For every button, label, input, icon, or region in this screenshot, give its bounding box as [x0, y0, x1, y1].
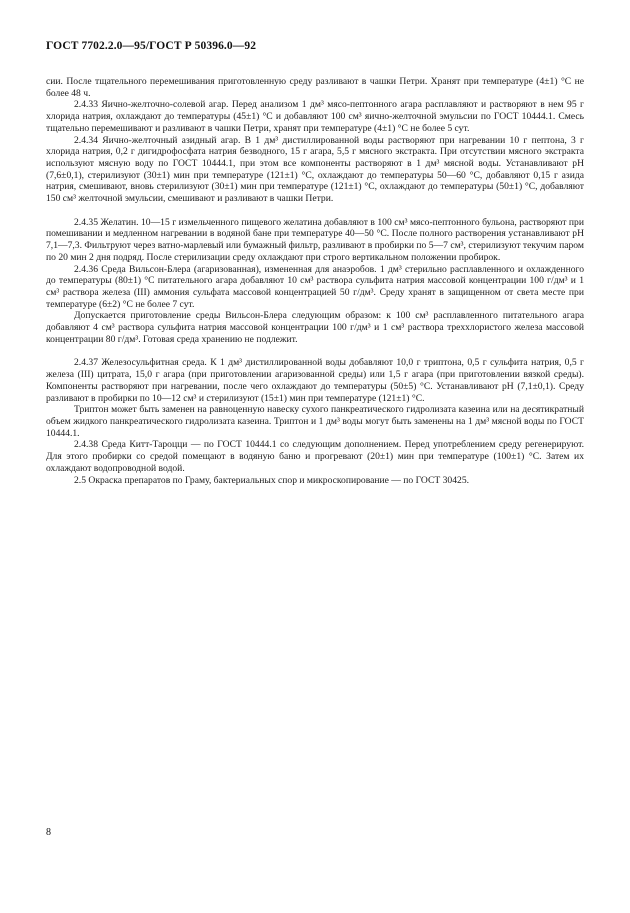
document-body	[46, 76, 584, 486]
page-number: 8	[46, 827, 51, 838]
paragraph: сии. После тщательного перемешивания приготовленную среду разливают в чашки Петри. Хранят при температуре (4±1) °С не более 48 ч.	[46, 76, 584, 99]
paragraph: 2.4.34 Яично-желточный азидный агар. В 1 дм³ дистиллированной воды растворяют при нагревании 10 г пептона, 3 г хлорида натрия, 0,2 г дигидрофосфата натрия безводного, 15 г агара, 5,5 г мясного экстракта. При отсутствии мясного экстракта используют мясную воду по ГОСТ 10444.1, при этом все компоненты растворяют в 1 дм³ мясной воды. Устанавливают рН (7,6±0,1), стерилизуют (30±1) мин при температуре (121±1) °С, охлаждают до температуры 50—60 °С, добавляют 0,15 г азида натрия, смешивают, вновь стерилизуют (30±1) мин при температуре (121±1) °С, охлаждают до температуры (50±1) °С, добавляют 150 см³ желточной эмульсии, смешивают и разливают в чашки Петри.	[46, 134, 584, 205]
paragraph: 2.4.37 Железосульфитная среда. К 1 дм³ дистиллированной воды добавляют 10,0 г триптона, 0,5 г сульфита натрия, 0,5 г железа (III) цитрата, 15,0 г агара (при приготовлении агаризованной среды) или 1,5 г агара (при приготовлении вязкой среды). Компоненты растворяют при нагревании, после чего охлаждают до температуры (50±5) °С. Устанавливают рН (7,1±0,1). Среду разливают в пробирки по 10—12 см³ и стерилизуют (15±1) мин при температуре (121±1) °С.	[46, 357, 584, 404]
paragraph: 2.4.36 Среда Вильсон-Блера (агаризованная), измененная для анаэробов. 1 дм³ стерильно расплавленного и охлажденного до температуры (80±1) °С питательного агара добавляют 10 см³ раствора сульфита натрия массовой концентрации 100 г/дм³ и 1 см³ раствора железа (III) аммония сульфата массовой концентрацией 50 г/дм³. Среду хранят в защищенном от света месте при температуре (6±2) °С не более 7 сут.	[46, 263, 584, 310]
paragraph: Триптон может быть заменен на равноценную навеску сухого панкреатического гидролизата казеина или на десятикратный объем жидкого панкреатического гидролизата казеина. Триптон и 1 дм³ воды могут быть заменены на 1 дм³ мясной воды по ГОСТ 10444.1.	[46, 404, 584, 439]
page-header: ГОСТ 7702.2.0—95/ГОСТ Р 50396.0—92	[46, 40, 257, 52]
paragraph: 2.5 Окраска препаратов по Граму, бактериальных спор и микроскопирование — по ГОСТ 30425.	[74, 474, 470, 486]
paragraph: 2.4.35 Желатин. 10—15 г измельченного пищевого желатина добавляют в 100 см³ мясо-пептонного бульона, растворяют при помешивании и медленном нагревании в водяной бане при температуре 40—50 °С. После полного растворения устанавливают рН 7,1—7,3. Фильтруют через ватно-марлевый или бумажный фильтр, разливают в пробирки по 5—7 см³, стерилизуют текучим паром по 20 мин 2 дня подряд. После стерилизации среду охлаждают при строго вертикальном положении пробирок.	[46, 216, 584, 263]
paragraph: Допускается приготовление среды Вильсон-Блера следующим образом: к 100 см³ расплавленного питательного агара добавляют 4 см³ раствора сульфита натрия массовой концентрации 100 г/дм³ и 1 см³ раствора треххлористого железа массовой концентрации 80 г/дм³. Готовая среда хранению не подлежит.	[46, 310, 584, 345]
paragraph: 2.4.38 Среда Китт-Тароцци — по ГОСТ 10444.1 со следующим дополнением. Перед употреблением среду регенерируют. Для этого пробирки со средой помещают в водяную баню и прогревают (20±1) мин при температуре (100±1) °С. Затем их охлаждают водопроводной водой.	[46, 439, 584, 474]
paragraph: 2.4.33 Яично-желточно-солевой агар. Перед анализом 1 дм³ мясо-пептонного агара расплавляют и растворяют в нем 95 г хлорида натрия, охлаждают до температуры (45±1) °С и добавляют 100 см³ яично-желточной эмульсии по ГОСТ 10444.1. Смесь тщательно перемешивают и разливают в чашки Петри, хранят при температуре (4±1) °С не более 5 сут.	[46, 99, 584, 134]
